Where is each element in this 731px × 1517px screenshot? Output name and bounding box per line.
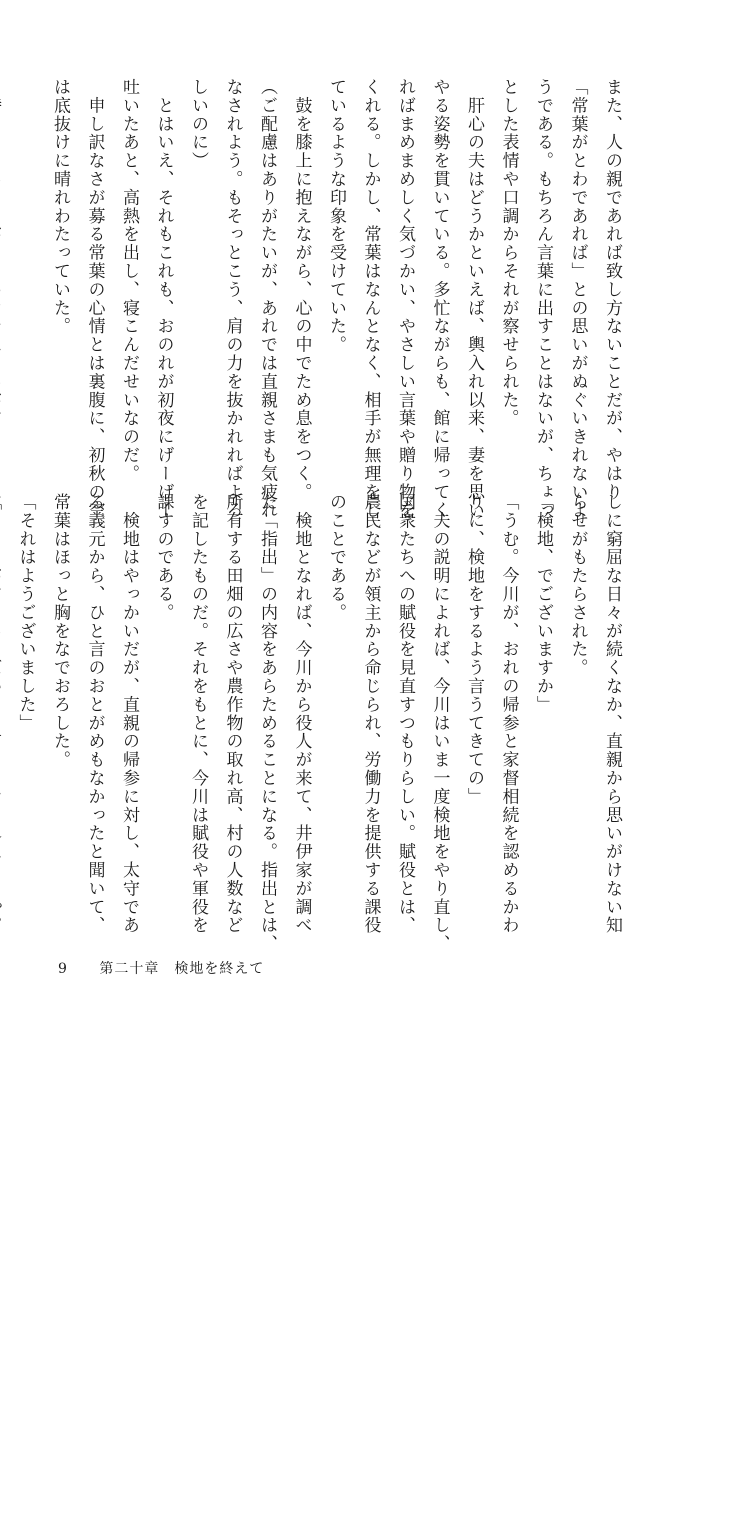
text-column: のことである。 [326,493,346,622]
page-number: 9 [58,961,68,977]
text-column: 検地となれば、今川から役人が来て、井伊家が調べ [291,493,312,935]
text-column: また、人の親であれば致し方ないことだが、やはり [602,78,622,502]
text-column: は底抜けに晴れわたっていた。 [50,78,70,336]
text-column: 常葉はほっと胸をなでおろした。 [50,493,70,769]
text-column: 農民などが領主から命じられ、労働力を提供する課役 [360,493,381,935]
text-column: しいのに） [188,78,208,170]
text-column: なされよう。もそっとこう、肩の力を抜かれればよろ [222,78,243,520]
text-column: とした表情や口調からそれが察せられた。 [498,78,519,428]
text-column: 「常葉がとわであれば」との思いがぬぐいきれないよ [567,78,588,520]
text-column: （ご配慮はありがたいが、あれでは直親さまも気疲れ [257,78,277,520]
lower-text-block [0,493,629,1517]
text-column: た「指出」の内容をあらためることになる。指出とは、 [257,493,277,953]
text-column [0,493,8,1517]
running-head-chapter: 第二十章 検地を終えて [99,961,265,977]
text-column: らせがもたらされた。 [567,493,588,677]
text-column: 所有する田畑の広さや農作物の取れ高、村の人数など [222,493,243,935]
text-column: しに窮屈な日々が続くなか、直親から思いがけない知 [602,493,622,935]
text-column: 「うむ。今川が、おれの帰参と家督相続を認めるかわ [498,493,519,935]
text-column: る義元から、ひと言のおとがめもなかったと聞いて、 [84,493,105,935]
text-column: 申し訳なさが募る常葉の心情とは裏腹に、初秋の空 [84,78,105,520]
text-column: 吐いたあと、高熱を出し、寝こんだせいなのだ。 [119,78,139,483]
text-column: 課すのである。 [153,493,174,622]
text-column: りに、検地をするよう言うてきての」 [464,493,484,806]
text-column: ているような印象を受けていた。 [326,78,346,354]
text-column: 鼓を膝上に抱えながら、心の中でため息をつく。 [291,78,312,502]
text-column: 肝心の夫はどうかといえば、輿入れ以来、妻を思い [464,78,484,520]
page-footer [58,958,264,978]
text-column: を記したものだ。それをもとに、今川は賦役や軍役を [188,493,208,935]
text-column: とはいえ、それもこれも、おのれが初夜にげーげー [153,78,174,520]
text-column: うである。もちろん言葉に出すことはないが、ちょっ [533,78,553,520]
text-column: 夫の説明によれば、今川はいま一度検地をやり直し、 [429,493,450,953]
text-column: 検地はやっかいだが、直親の帰参に対し、太守であ [119,493,139,935]
text-column: ればまめまめしく気づかい、やさしい言葉や贈り物を [395,78,415,520]
text-column: 国衆たちへの賦役を見直すつもりらしい。賦役とは、 [395,493,415,935]
text-column: 「検地、でございますか」 [533,493,553,714]
text-column: 「それはようございました」 [15,493,36,733]
text-column: やる姿勢を貫いている。多忙ながらも、館に帰ってく [429,78,450,520]
text-column: くれる。しかし、常葉はなんとなく、相手が無理をし [360,78,381,520]
